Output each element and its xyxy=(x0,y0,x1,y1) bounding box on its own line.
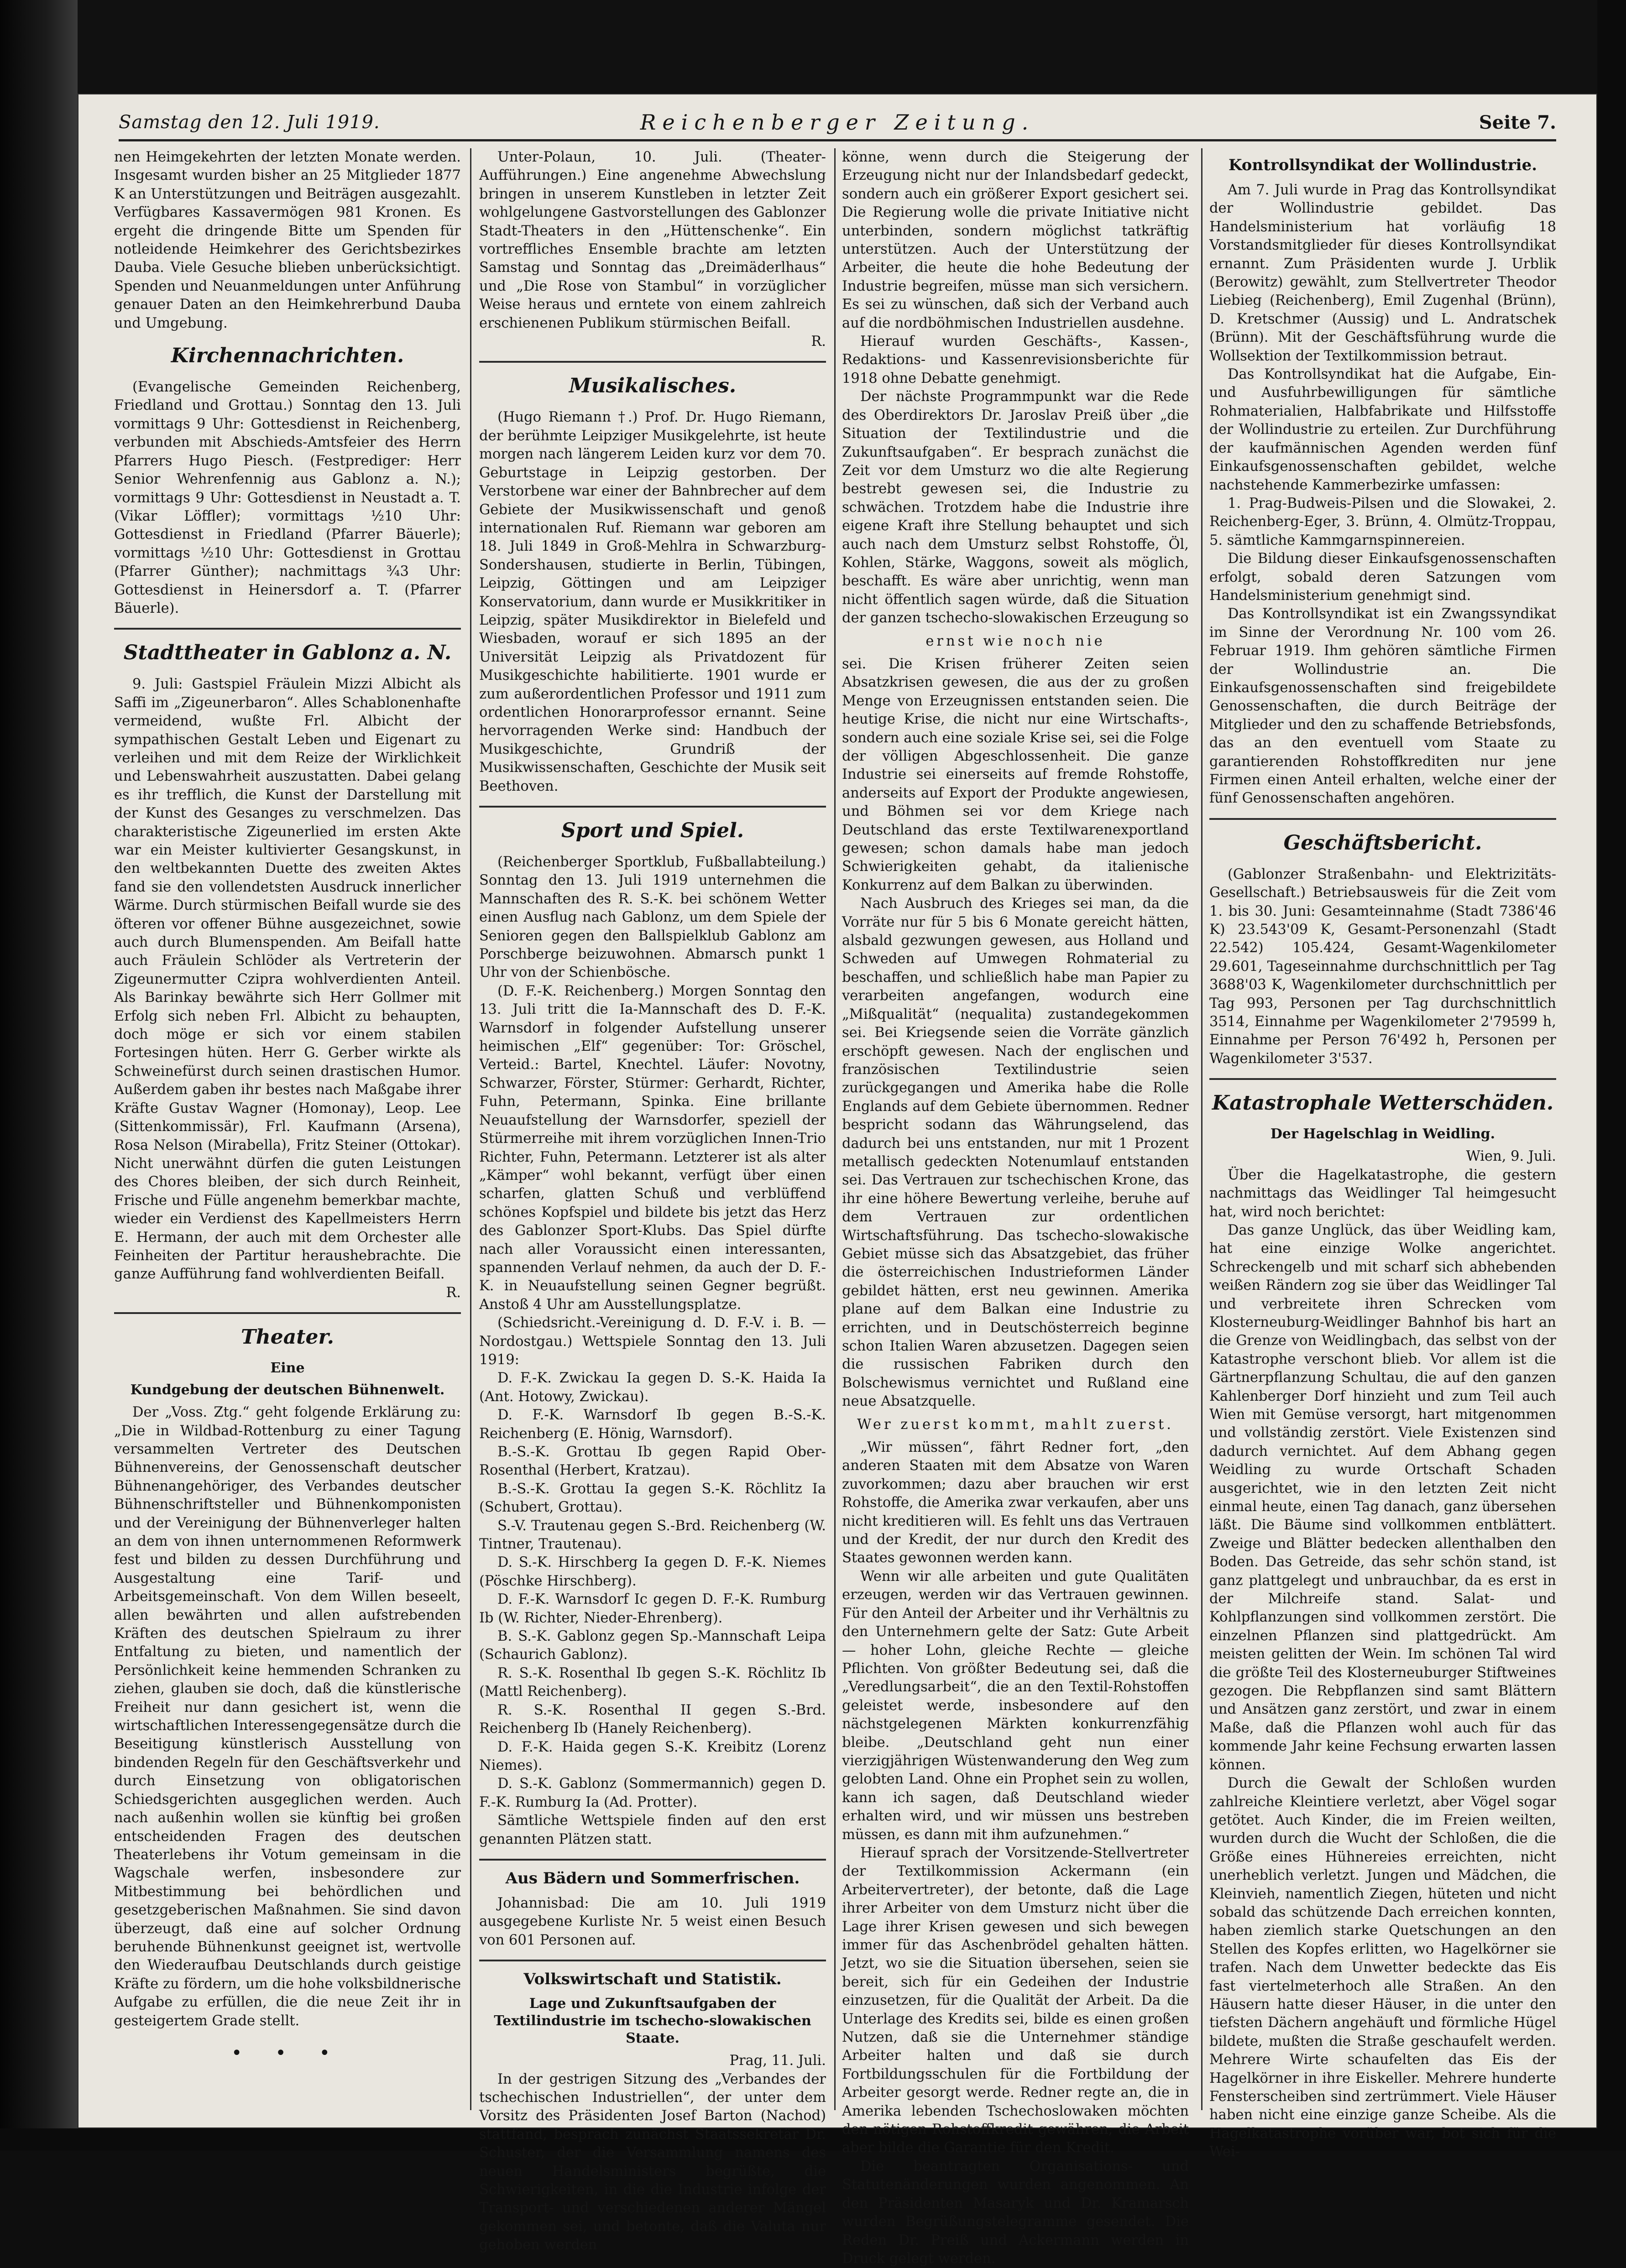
article-text: Durch die Gewalt der Schloßen wurden zahlreiche Kleintiere verletzt, aber Vögel sogar getötet. Auch Kinder, die im Freien weilten, wurden durch die Wucht der Schloßen, die die Größe eines Hühnereies erreichten, nicht unerheblich verletzt. Jungen und Mädchen, die Kleinvieh, namentlich Ziegen, hüteten und nicht sobald das schützende Dach erreichen konnten, haben ziemlich starke Quetschungen an den Stellen des Kopfes erlitten, wo Hagelkörner sie trafen. Nach dem Unwetter bedeckte das Eis fast viertelmeterhoch alle Straßen. An den Häusern hatte dieser Häuser, in die unter den tiefsten Dächern angehäuft und förmliche Hügel bildete, mußten die Straße geschaufelt werden. Mehrere Wirte schaufelten das Eis der Hagelkörner in ihre Eiskeller. Mehrere hunderte Fensterscheiben sind zertrümmert. Viele Häuser haben nicht eine einzige ganze Scheibe. Als die Hagelkatastrophe vorüber war, bot sich für die Wei- xyxy=(1209,1775,1556,2160)
column-4 xyxy=(1209,148,1556,2160)
article-signature: R. xyxy=(446,1284,461,1301)
article-text: Die Bildung dieser Einkaufsgenossenschaften erfolgt, sobald deren Satzungen vom Handelsministerium genehmigt sind. xyxy=(1209,551,1556,604)
column-rule xyxy=(470,148,471,2110)
article-text: (Reichenberger Sportklub, Fußballabteilung.) Sonntag den 13. Juli 1919 unternehmen die Mannschaften des R. S.-K. bei schönem Wetter einen Ausflug nach Gablonz, um dem Spiele der Senioren gegen den Ballspielklub Gablonz am Porschberge beizuwohnen. Abmarsch punkt 1 Uhr von der Schienbösche. xyxy=(479,854,826,981)
match-line: S.-V. Trautenau gegen S.-Brd. Reichenberg (W. Tintner, Trautenau). xyxy=(479,1517,826,1553)
article-text: Wenn wir alle arbeiten und gute Qualitäten erzeugen, werden wir das Vertrauen gewinnen. Für den Anteil der Arbeiter und ihr Verhältnis zu den Unternehmern gelte der Satz: Gute Arbeit — hoher Lohn, gleiche Rechte — gleiche Pflichten. Von größter Bedeutung sei, daß die „Veredlungsarbeit“, die an den Textil-Rohstoffen geleistet werde, insbesondere auf den nächstgelegenen Märkten konkurrenzfähig bleibe. „Deutschland geht nun einer vierzigjährigen Wüstenwanderung den Weg zum gelobten Land. Ohne ein Prophet sein zu wollen, kann ich sagen, daß Deutschland wieder erhalten wird, und wir müssen uns bestreben müssen, es dann mit ihm aufzunehmen.“ xyxy=(842,1568,1189,1843)
spaced-subheading: Wer zuerst kommt, mahlt zuerst. xyxy=(857,1416,1174,1433)
header-masthead: Reichenberger Zeitung. xyxy=(640,110,1035,135)
article-text: Der „Voss. Ztg.“ geht folgende Erklärung zu: „Die in Wildbad-Rottenburg zu einer Tagung versammelten Vertreter des Deutschen Bühnenvereins, der Genossenschaft deutscher Bühnenangehöriger, des Verbandes deutscher Bühnenschriftsteller und Bühnenkomponisten und der Vereinigung der Bühnenverleger halten an dem von ihnen unternommenen Reformwerk fest und bilden zu dessen Durchführung und Ausgestaltung eine Tarif- und Arbeitsgemeinschaft. Von dem Willen beseelt, allen bewährten und allen aufstrebenden Kräften des deutschen Spielraum zu ihrer Entfaltung zu bieten, und namentlich der Persönlichkeit keine hemmenden Schranken zu ziehen, glauben sie doch, daß die künstlerische Freiheit nur dann gesichert ist, wenn die wirtschaftlichen Interessengegensätze durch die Beseitigung künstlerisch Ausstellung von bindenden Regeln für den Geschäftsverkehr und durch Einsetzung von obligatorischen Schiedsgerichten ausgeglichen werden. Auch nach außenhin wollen sie künftig bei großen entscheidenden Fragen des deutschen Theaterlebens ihr Votum gemeinsam in die Wagschale werfen, insbesondere zur Mitbestimmung bei behördlichen und gesetzgeberischen Maßnahmen. Sie sind davon überzeugt, daß eine auf solcher Ordnung beruhende Bühnenkunst geeignet ist, wertvolle den Wiederaufbau Deutschlands durch geistige Kräfte zu fördern, um die hohe volksbildnerische Aufgabe zu erfüllen, die die neue Zeit ihr in gesteigertem Grade stellt. xyxy=(114,1404,461,2029)
article-text: Hierauf sprach der Vorsitzende-Stellvertreter der Textilkommission Ackermann (ein Arbeitervertreter), der betonte, daß die Lage ihrer Arbeiter von dem Umsturz nicht über die Lage ihrer Krisen gewesen und sich bewegen immer für das Aschenbrödel gehalten hätten. Jetzt, wo sie die Situation übersehen, seien sie bereit, sich für ein Gedeihen der Industrie einzusetzen, für die Qualität der Arbeit. Da die Unterlage des Kredits sei, bilde es einen großen Nutzen, daß sie die Unternehmer ständige Arbeiter halten und daß sie durch Fortbildungsschulen für die Fortbildung der Arbeiter gesorgt werde. Redner regte an, die in Amerika lebenden Tschechoslowaken möchten den nötigen Rohstoffkredit gewähren; die Arbeit aber bilde die Garantie für den Kredit. xyxy=(842,1845,1189,2156)
divider xyxy=(479,1960,826,1961)
article-text: (Gablonzer Straßenbahn- und Elektrizitäts-Gesellschaft.) Betriebsausweis für die Zeit vom 1. bis 30. Juni: Gesamteinnahme (Stadt 7386'46 K) 23.543'09 K, Gesamt-Personenzahl (Stadt 22.542) 105.424, Gesamt-Wagenkilometer 29.601, Tageseinnahme durchschnittlich per Tag 3688'03 K, Wagenkilometer durchschnittlich per Tag 993, Personen per Tag durchschnittlich 3514, Einnahme per Wagenkilometer 2'79599 h, Einnahme per Person 76'492 h, Personen per Wagenkilometer 3'537. xyxy=(1209,866,1556,1067)
article-text: 9. Juli: Gastspiel Fräulein Mizzi Albicht als Saffi im „Zigeunerbaron“. Alles Schablonenhafte vermeidend, wußte Frl. Albicht der sympathischen Gestalt Leben und Eigenart zu verleihen und mit dem Reize der Wirklichkeit und Lebenswahrheit auszustatten. Dabei gelang es ihr trefflich, die Kunst der Darstellung mit der Kunst des Gesanges zu verschmelzen. Das charakteristische Zigeunerlied im ersten Akte war ein Meister kultivierter Gesangskunst, in den weltbekannten Duette des zweiten Aktes fand sie den vollendetsten Ausdruck innerlicher Wärme. Durch stürmischen Beifall wurde sie des öfteren vor offener Bühne ausgezeichnet, sowie auch durch Blumenspenden. Am Beifall hatte auch Fräulein Schlöder als Vertreterin der Zigeunermutter Czipra wohlverdienten Anteil. Als Barinkay bewährte sich Herr Gollmer mit Erfolg sich neben Frl. Albicht zu behaupten, doch möge er sich vor einem stabilen Fortesingen hüten. Herr G. Gerber wirkte als Schweinefürst durch seinen drastischen Humor. Außerdem gaben ihr bestes nach Maßgabe ihrer Kräfte Gustav Wagner (Homonay), Leop. Lee (Sittenkommissär), Frl. Kaufmann (Arsena), Rosa Nelson (Mirabella), Fritz Steiner (Ottokar). Nicht unerwähnt dürfen die guten Leistungen des Chores bleiben, der sich durch Reinheit, Frische und Fülle angenehm bemerkbar machte, wieder ein Verdienst des Kapellmeisters Herrn E. Hermann, der auch mit dem Orchester alle Feinheiten der Partitur heraushebrachte. Die ganze Aufführung fand wohlverdienten Beifall. xyxy=(114,676,461,1283)
article-text: (Evangelische Gemeinden Reichenberg, Friedland und Grottau.) Sonntag den 13. Juli vormittags 9 Uhr: Gottesdienst in Reichenberg, verbunden mit Abschieds-Amtsfeier des Herrn Pfarrers Hugo Piesch. (Festprediger: Herr Senior Wehrenfennig aus Gablonz a. N.); vormittags 9 Uhr: Gottesdienst in Neustadt a. T. (Vikar Löffler); vormittags ½10 Uhr: Gottesdienst in Friedland (Pfarrer Bäuerle); vormittags ½10 Uhr: Gottesdienst in Grottau (Pfarrer Günther); nachmittags ¾3 Uhr: Gottesdienst in Heinersdorf a. T. (Pfarrer Bäuerle). xyxy=(114,379,461,616)
ornament-dots: • • • xyxy=(231,2042,344,2064)
article-text: Unter-Polaun, 10. Juli. (Theater-Aufführungen.) Eine angenehme Abwechslung bringen in unserem Kunstleben in letzter Zeit wohlgelungene Gastvorstellungen des Gablonzer Stadt-Theaters in den „Hüttenschenke“. Ein vortreffliches Ensemble brachte am letzten Samstag und Sonntag das „Dreimäderlhaus“ und „Die Rose von Stambul“ in vorzüglicher Weise heraus und erntete von einem zahlreich erschienenen Publikum stürmischen Beifall. xyxy=(479,149,826,331)
article-text: 1. Prag-Budweis-Pilsen und die Slowakei, 2. Reichenberg-Eger, 3. Brünn, 4. Olmütz-Troppau, 5. sämtliche Kammgarnspinnereien. xyxy=(1209,495,1556,548)
section-heading: Kontrollsyndikat der Wollindustrie. xyxy=(1228,156,1537,174)
section-heading: Katastrophale Wetterschäden. xyxy=(1212,1091,1554,1115)
article-text: Johannisbad: Die am 10. Juli 1919 ausgegebene Kurliste Nr. 5 weist einen Besuch von 601 Personen auf. xyxy=(479,1895,826,1948)
section-heading: Kirchennachrichten. xyxy=(171,344,404,368)
column-rule xyxy=(1201,148,1203,2110)
article-text: Das Kontrollsyndikat ist ein Zwangssyndikat im Sinne der Verordnung Nr. 100 vom 26. Februar 1919. Ihm gehören sämtliche Firmen der Wollindustrie an. Die Einkaufsgenossenschaften sind freigebildete Genossenschaften, die durch Beiträge der Mitglieder und den zu schaffende Betriebsfonds, das an den eventuell vom Staate zu garantierenden Rohstoffkrediten nur jene Firmen einen Anteil erhalten, welche einer der fünf Genossenschaften angehören. xyxy=(1209,606,1556,807)
section-heading: Volkswirtschaft und Statistik. xyxy=(523,1970,782,1989)
divider xyxy=(114,1312,461,1314)
article-signature: R. xyxy=(811,334,826,350)
article-subheading: Der Hagelschlag in Weidling. xyxy=(1270,1126,1495,1142)
article-text: Nach Ausbruch des Krieges sei man, da die Vorräte nur für 5 bis 6 Monate gereicht hätten, alsbald gezwungen gewesen, aus Holland und Schweden auf Umwegen Rohmaterial zu beschaffen, und schließlich habe man Papier zu verarbeiten angefangen, wodurch eine „Mißqualität“ (nequalita) zustandegekommen sei. Bei Kriegsende seien die Vorräte gänzlich erschöpft gewesen. Nach der englischen und französischen Textilindustrie seien zurückgegangen und Amerika habe die Rolle Englands auf dem Gebiete übernommen. Redner bespricht sodann das Währungselend, das dadurch bei uns entstanden, nur mit 1 Prozent metallisch gedeckten Notenumlauf entstanden sei. Das Vertrauen zur tschechischen Krone, das ihr eine höhere Bewertung verleihe, beruhe auf dem Vertrauen zur ordentlichen Wirtschaftsführung. Das tschecho-slowakische Gebiet müsse sich das Absatzgebiet, das früher die österreichischen Industrieformen Länder gebildet hätten, erst neu gewinnen. Amerika plane auf dem Balkan eine Industrie zu errichten, und in Deutschösterreich beginne schon Italien Waren abzusetzen. Dagegen seien die russischen Fabriken durch den Bolschewismus vernichtet und Rußland eine neue Absatzquelle. xyxy=(842,896,1189,1410)
header-page-number: Seite 7. xyxy=(1479,112,1556,133)
match-line: R. S.-K. Rosenthal II gegen S.-Brd. Reichenberg Ib (Hanely Reichenberg). xyxy=(479,1702,826,1737)
match-line: B.-S.-K. Grottau Ia gegen S.-K. Röchlitz Ia (Schubert, Grottau). xyxy=(479,1481,826,1516)
article-text: (Hugo Riemann †.) Prof. Dr. Hugo Riemann, der berühmte Leipziger Musikgelehrte, ist heute morgen nach längerem Leiden kurz vor dem 70. Geburtstage in Leipzig gestorben. Der Verstorbene war einer der Bahnbrecher auf dem Gebiete der Musikwissenschaft und genoß internationalen Ruf. Riemann war geboren am 18. Juli 1849 in Groß-Mehlra in Schwarzburg-Sondershausen, studierte in Berlin, Tübingen, Leipzig, Göttingen und am Leipziger Konservatorium, dann wurde er Musikkritiker in Leipzig, später Musikdirektor in Bielefeld und Wiesbaden, worauf er sich 1895 an der Universität Leipzig als Privatdozent für Musikgeschichte habilitierte. 1901 wurde er zum außerordentlichen Professor und 1911 zum ordentlichen Honorarprofessor ernannt. Seine hervorragenden Werke sind: Handbuch der Musikgeschichte, Grundriß der Musikwissenschaften, Geschichte der Musik seit Beethoven. xyxy=(479,409,826,794)
article-text: In der gestrigen Sitzung des „Verbandes der tschechischen Industriellen“, der unter dem Vorsitz des Präsidenten Josef Barton (Nachod) stattfand, besprach zunächst Staatssekretär Dr. Schuster, der die Versammlung namens des neuen Handelsministers begrüßte, die Schwierigkeiten, in die die Industrie infolge der Transport- und verschiedenen anderer Mängel gekommen sei, und betonte, daß die Valuta nur gehoben werden xyxy=(479,2071,826,2253)
article-subheading: Kundgebung der deutschen Bühnenwelt. xyxy=(130,1382,445,1398)
section-heading: Aus Bädern und Sommerfrischen. xyxy=(505,1869,800,1887)
column-rule xyxy=(834,148,836,2110)
article-dateline: Prag, 11. Juli. xyxy=(729,2053,826,2069)
article-text: Die beantragten Organisations- und Statutenänderungen wurden angenommen. An den Präsidenten Masaryk und Dr. Kramarsch wurden Begrüßungstelegramme gesendet. Die Reden Dr. Preiß und Ackermann werden in Druck gelegt werden. xyxy=(842,2158,1189,2267)
section-heading: Musikalisches. xyxy=(569,374,737,398)
divider xyxy=(1209,818,1556,820)
match-line: D. F.-K. Zwickau Ia gegen D. S.-K. Haida Ia (Ant. Hotowy, Zwickau). xyxy=(479,1370,826,1405)
match-line: D. F.-K. Haida gegen S.-K. Kreibitz (Lorenz Niemes). xyxy=(479,1739,826,1773)
match-line: B. S.-K. Gablonz gegen Sp.-Mannschaft Leipa (Schaurich Gablonz). xyxy=(479,1628,826,1663)
match-line: D. F.-K. Warnsdorf Ib gegen B.-S.-K. Reichenberg (E. Hönig, Warnsdorf). xyxy=(479,1407,826,1442)
article-text: (Schiedsricht.-Vereinigung d. D. F.-V. i. B. — Nordostgau.) Wettspiele Sonntag den 13. Juli 1919: xyxy=(479,1315,826,1368)
match-line: D. S.-K. Hirschberg Ia gegen D. F.-K. Niemes (Pöschke Hirschberg). xyxy=(479,1554,826,1589)
article-dateline: Wien, 9. Juli. xyxy=(1466,1148,1556,1165)
scan-border-top xyxy=(0,0,1626,94)
match-line: D. S.-K. Gablonz (Sommermannich) gegen D. F.-K. Rumburg Ia (Ad. Protter). xyxy=(479,1776,826,1810)
divider xyxy=(479,1859,826,1861)
section-heading: Theater. xyxy=(241,1325,334,1349)
section-heading: Stadttheater in Gablonz a. N. xyxy=(123,641,452,665)
spaced-subheading: ernst wie noch nie xyxy=(925,633,1105,649)
divider xyxy=(479,806,826,808)
newspaper-page xyxy=(78,94,1597,2267)
column-3 xyxy=(842,148,1189,2267)
page-header xyxy=(119,107,1556,141)
divider xyxy=(1209,1078,1556,1080)
header-date: Samstag den 12. Juli 1919. xyxy=(119,112,380,133)
article-text: sei. Die Krisen früherer Zeiten seien Absatzkrisen gewesen, die aus der zu großen Menge von Erzeugnissen entstanden seien. Die heutige Krise, die nicht nur eine Wirtschafts-, sondern auch eine soziale Krise sei, sei die Folge der völligen Abgeschlossenheit. Die ganze Industrie sei einerseits auf fremde Rohstoffe, anderseits auf Export der Produkte angewiesen, und Böhmen sei vor dem Kriege nach Deutschland das erste Textilwarenexportland gewesen; schon damals habe man jedoch Schwierigkeiten gehabt, da italienische Konkurrenz auf dem Balkan zu überwinden. xyxy=(842,656,1189,893)
match-line: R. S.-K. Rosenthal Ib gegen S.-K. Röchlitz Ib (Mattl Reichenberg). xyxy=(479,1665,826,1700)
article-text: Das ganze Unglück, das über Weidling kam, hat eine einzige Wolke angerichtet. Schreckengelb und mit scharf sich abhebenden weißen Rändern zog sie über das Weidlinger Tal und verbreitete ihren Schrecken vom Klosterneuburg-Weidlinger Bahnhof bis hart an die Grenze von Weidlingbach, das selbst von der Katastrophe verschont blieb. Vor allem ist die Gärtnerpflanzung Schultau, die auf den ganzen Kahlenberger Dorf hinzieht und zum Teil auch Wien mit Gemüse versorgt, hart mitgenommen und vollständig zerstört. Viele Existenzen sind dadurch vernichtet. Auf dem Abhang gegen Weidling zu wurde Ortschaft Schaden ausgerichtet, wie in den letzten Zeit nicht einmal heute, einen Tag danach, ganz übersehen läßt. Die Bäume sind vollkommen entblättert. Zweige und Blätter bedecken allenthalben den Boden. Das Getreide, das sehr schön stand, ist ganz plattgelegt und unbrauchbar, da es erst in der Milchreife stand. Salat- und Kohlpflanzungen sind vollkommen zerstört. Die einzelnen Pflanzen sind plattgedrückt. Am meisten gelitten der Wein. Im schönen Tal wird die größte Teil des Klosterneuburger Stiftweines gezogen. Die Rebpflanzen sind samt Blättern und Ansätzen ganz zerstört, und zwar in einem Maße, daß die Pflanzen wohl auch für das kommende Jahr keine Fechsung erwarten lassen können. xyxy=(1209,1222,1556,1773)
article-subheading: Eine xyxy=(270,1360,305,1376)
article-text: Am 7. Juli wurde in Prag das Kontrollsyndikat der Wollindustrie gebildet. Das Handelsministerium hat vorläufig 18 Vorstandsmitglieder für dieses Kontrollsyndikat ernannt. Zum Präsidenten wurde J. Urblik (Berowitz) gewählt, zum Stellvertreter Theodor Liebieg (Reichenberg), Emil Zugenhal (Brünn), D. Kretschmer (Aussig) und L. Andratschek (Brünn). Mit der Geschäftsführung wurde die Wollsektion der Textilkommission betraut. xyxy=(1209,182,1556,364)
match-line: Sämtliche Wettspiele finden auf den erst genannten Plätzen statt. xyxy=(479,1813,826,1847)
article-text: könne, wenn durch die Steigerung der Erzeugung nicht nur der Inlandsbedarf gedeckt, sondern auch ein größerer Export gesichert sei. Die Regierung wolle die private Initiative nicht unterbinden, sondern möglichst tatkräftig unterstützen. Auch der Unterstützung der Arbeiter, die heute die hohe Bedeutung der Industrie begreifen, müsse man sich versichern. Es sei zu wünschen, daß sich der Verband auch auf die nordböhmischen Industriellen ausdehne. xyxy=(842,149,1189,331)
article-text: (D. F.-K. Reichenberg.) Morgen Sonntag den 13. Juli tritt die Ia-Mannschaft des D. F.-K. Warnsdorf in folgender Aufstellung unserer heimischen „Elf“ gegenüber: Tor: Gröschel, Verteid.: Bartel, Knechtel. Läufer: Novotny, Schwarzer, Förster, Stürmer: Gerhardt, Richter, Fuhn, Petermann, Spinka. Eine brillante Neuaufstellung der Warnsdorfer, speziell der Stürmerreihe mit ihrem vorzüglichen Innen-Trio Richter, Fuhn, Petermann. Letzterer ist als alter „Kämper“ wohl bekannt, verfügt über einen scharfen, glatten Schuß und verblüffend schönes Kopfspiel und bildete bis jetzt das Herz des Gablonzer Sport-Klubs. Das Spiel dürfte nach aller Voraussicht einen interessanten, spannenden Verlauf nehmen, da auch der D. F.-K. in Neuaufstellung seinen Gegner begrüßt. Anstoß 4 Uhr am Ausstellungsplatze. xyxy=(479,983,826,1313)
article-text: Das Kontrollsyndikat hat die Aufgabe, Ein- und Ausfuhrbewilligungen für sämtliche Rohmaterialien, Halbfabrikate und Hilfsstoffe der Wollindustrie zu erteilen. Zur Durchführung der kaufmännischen Agenden werden fünf Einkaufsgenossenschaften gebildet, welche nachstehende Kammerbezirke umfassen: xyxy=(1209,366,1556,493)
match-line: B.-S.-K. Grottau Ib gegen Rapid Ober-Rosenthal (Herbert, Kratzau). xyxy=(479,1444,826,1479)
article-text: nen Heimgekehrten der letzten Monate werden. Insgesamt wurden bisher an 25 Mitglieder 1877 K an Unterstützungen und Beiträgen ausgezahlt. Verfügbares Kassavermögen 981 Kronen. Es ergeht die dringende Bitte um Spenden für notleidende Heimkehrer des Gerichtsbezirkes Dauba. Viele Gesuche blieben unberücksichtigt. Spenden und Neuanmeldungen unter Anführung genauer Daten an den Heimkehrerbund Dauba und Umgebung. xyxy=(114,149,461,331)
article-subheading: Lage und Zukunftsaufgaben der Textilindustrie im tschecho-slowakischen Staate. xyxy=(494,1996,811,2047)
divider xyxy=(479,361,826,363)
match-line: D. F.-K. Warnsdorf Ic gegen D. F.-K. Rumburg Ib (W. Richter, Nieder-Ehrenberg). xyxy=(479,1591,826,1626)
article-text: „Wir müssen“, fährt Redner fort, „den anderen Staaten mit dem Absatze von Waren zuvorkommen; dazu aber brauchen wir erst Rohstoffe, die Amerika zwar verkaufen, aber uns nicht kreditieren will. Es fehlt uns das Vertrauen und der Kredit, der nur durch den Kredit des Staates gewonnen werden kann. xyxy=(842,1439,1189,1566)
column-1 xyxy=(114,148,461,2110)
article-text: Der nächste Programmpunkt war die Rede des Oberdirektors Dr. Jaroslav Preiß über „die Situation der Textilindustrie und die Zukunftsaufgaben“. Er besprach zunächst die Zeit vor dem Umsturz wo die alte Regierung bestrebt gewesen sei, die Industrie zu schwächen. Trotzdem habe die Industrie ihre eigene Kraft ihre Stellung behauptet und sich auch nach dem Umsturz selbst Rohstoffe, Öl, Kohlen, Stärke, Waggons, soweit als möglich, beschafft. Es wäre aber unrichtig, wenn man nicht öffentlich sagen würde, daß die Situation der ganzen tschecho-slowakischen Erzeugung so xyxy=(842,389,1189,626)
article-text: Über die Hagelkatastrophe, die gestern nachmittags das Weidlinger Tal heimgesucht hat, wird noch berichtet: xyxy=(1209,1167,1556,1220)
scan-border-right xyxy=(1597,0,1626,2151)
article-text: Hierauf wurden Geschäfts-, Kassen-, Redaktions- und Kassenrevisionsberichte für 1918 ohne Debatte genehmigt. xyxy=(842,334,1189,386)
section-heading: Sport und Spiel. xyxy=(561,819,744,842)
scan-border-left xyxy=(0,0,78,2151)
section-heading: Geschäftsbericht. xyxy=(1283,831,1482,855)
divider xyxy=(114,628,461,630)
column-2 xyxy=(479,148,826,2253)
